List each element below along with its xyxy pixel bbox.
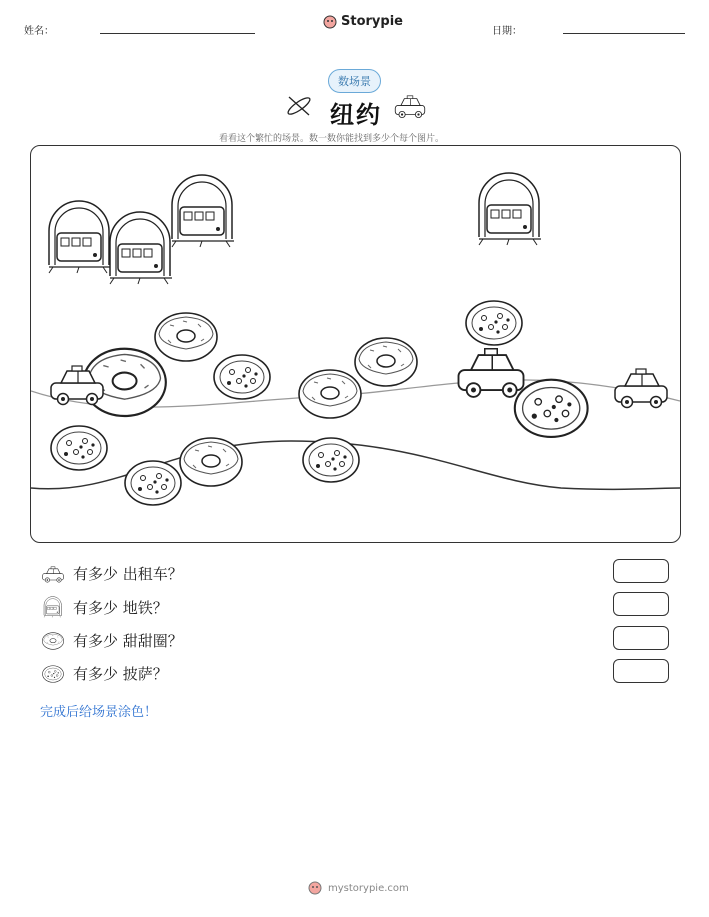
question-row-pizza xyxy=(41,663,168,684)
donut-1 xyxy=(155,313,217,361)
subway-4 xyxy=(479,173,541,245)
subway-1 xyxy=(49,201,111,273)
taxi-2 xyxy=(459,349,524,397)
question-row-taxi xyxy=(41,563,183,584)
brand-logo xyxy=(323,14,403,29)
question-row-donut xyxy=(41,630,183,651)
storypie-mascot-icon xyxy=(323,15,337,29)
donut-3 xyxy=(299,370,361,418)
instructions: 看看这个繁忙的场景。数一数你能找到多少个每个图片。 xyxy=(219,134,445,144)
donut-4 xyxy=(355,338,417,386)
donut-icon xyxy=(41,632,65,650)
question-row-subway xyxy=(41,596,168,618)
pizza-2 xyxy=(51,426,107,470)
pizza-icon xyxy=(41,665,65,683)
footer xyxy=(308,881,409,895)
answer-box-donut[interactable] xyxy=(613,626,669,650)
pizza-3 xyxy=(125,461,181,505)
taxi-title-icon xyxy=(393,93,427,119)
storypie-mascot-icon xyxy=(308,881,322,895)
footer-url[interactable]: mystorypie.com xyxy=(328,882,409,894)
answer-box-pizza[interactable] xyxy=(613,659,669,683)
answer-box-taxi[interactable] xyxy=(613,559,669,583)
kayak-icon xyxy=(285,93,313,119)
question-text: 有多少 地铁？ xyxy=(73,598,168,617)
date-label: 日期： xyxy=(492,26,522,37)
category-badge: 数场景 xyxy=(328,69,381,93)
subway-icon xyxy=(41,596,65,618)
answer-box-subway[interactable] xyxy=(613,592,669,616)
pizza-4 xyxy=(303,438,359,482)
taxi-3 xyxy=(615,369,667,408)
name-label: 姓名： xyxy=(24,26,54,37)
donut-5 xyxy=(180,438,242,486)
subway-2 xyxy=(110,212,172,284)
question-text: 有多少 出租车？ xyxy=(73,565,183,583)
question-text: 有多少 披萨？ xyxy=(73,665,168,683)
pizza-6 xyxy=(515,380,588,437)
taxi-icon xyxy=(41,564,65,584)
subway-3 xyxy=(172,175,234,247)
coloring-prompt: 完成后给场景涂色！ xyxy=(40,705,158,720)
name-field[interactable] xyxy=(100,33,255,34)
date-field[interactable] xyxy=(563,33,685,34)
counting-scene xyxy=(30,145,681,543)
page-title: 纽约 xyxy=(330,101,382,129)
pizza-1 xyxy=(214,355,270,399)
question-text: 有多少 甜甜圈？ xyxy=(73,632,183,650)
pizza-5 xyxy=(466,301,522,345)
brand-name: Storypie xyxy=(341,14,403,29)
